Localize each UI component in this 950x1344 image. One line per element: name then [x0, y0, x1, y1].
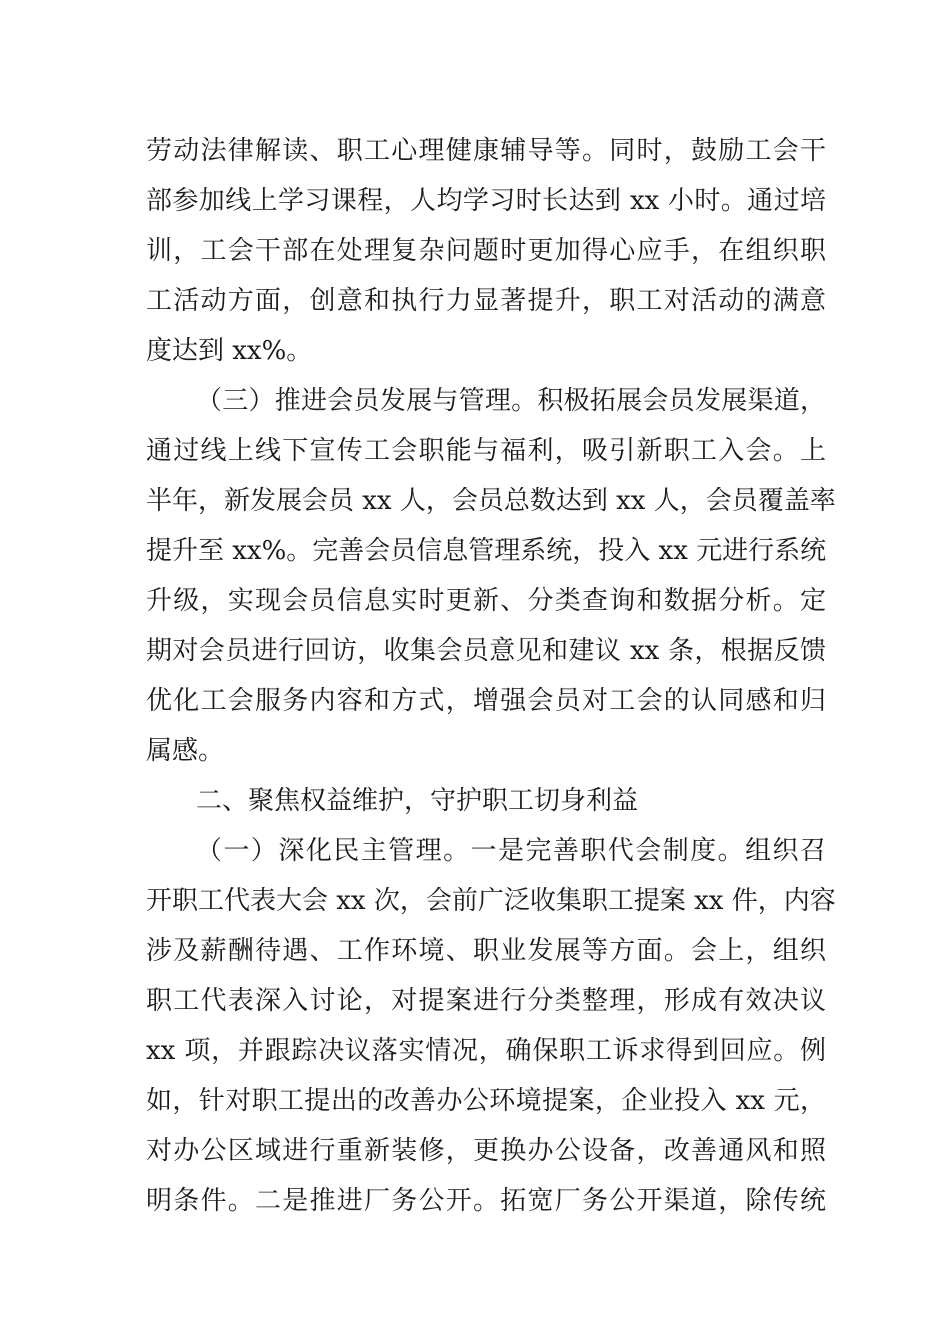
paragraph-line: 开职工代表大会 xx 次，会前广泛收集职工提案 xx 件，内容: [146, 886, 836, 916]
section-heading: 二、聚焦权益维护，守护职工切身利益: [196, 786, 639, 816]
paragraph-line: 提升至 xx%。完善会员信息管理系统，投入 xx 元进行系统: [146, 536, 827, 566]
paragraph-line: （三）推进会员发展与管理。积极拓展会员发展渠道，: [196, 386, 826, 416]
paragraph-line: 涉及薪酬待遇、工作环境、职业发展等方面。会上，组织: [146, 936, 826, 966]
paragraph-line: 对办公区域进行重新装修，更换办公设备，改善通风和照: [146, 1136, 826, 1166]
paragraph-line: 度达到 xx%。: [146, 336, 313, 366]
paragraph-line: xx 项，并跟踪决议落实情况，确保职工诉求得到回应。例: [146, 1036, 826, 1066]
paragraph-line: 明条件。二是推进厂务公开。拓宽厂务公开渠道，除传统: [146, 1186, 826, 1216]
paragraph-line: 优化工会服务内容和方式，增强会员对工会的认同感和归: [146, 686, 826, 716]
paragraph-line: 通过线上线下宣传工会职能与福利，吸引新职工入会。上: [146, 436, 826, 466]
paragraph-line: 升级，实现会员信息实时更新、分类查询和数据分析。定: [146, 586, 826, 616]
paragraph-line: 职工代表深入讨论，对提案进行分类整理，形成有效决议: [146, 986, 826, 1016]
paragraph-line: 劳动法律解读、职工心理健康辅导等。同时，鼓励工会干: [146, 136, 826, 166]
paragraph-line: 部参加线上学习课程，人均学习时长达到 xx 小时。通过培: [146, 186, 826, 216]
paragraph-line: （一）深化民主管理。一是完善职代会制度。组织召: [196, 836, 826, 866]
paragraph-line: 训，工会干部在处理复杂问题时更加得心应手，在组织职: [146, 236, 826, 266]
paragraph-line: 属感。: [146, 736, 225, 766]
paragraph-line: 半年，新发展会员 xx 人，会员总数达到 xx 人，会员覆盖率: [146, 486, 836, 516]
paragraph-line: 期对会员进行回访，收集会员意见和建议 xx 条，根据反馈: [146, 636, 826, 666]
paragraph-line: 工活动方面，创意和执行力显著提升，职工对活动的满意: [146, 286, 826, 316]
paragraph-line: 如，针对职工提出的改善办公环境提案，企业投入 xx 元，: [146, 1086, 826, 1116]
